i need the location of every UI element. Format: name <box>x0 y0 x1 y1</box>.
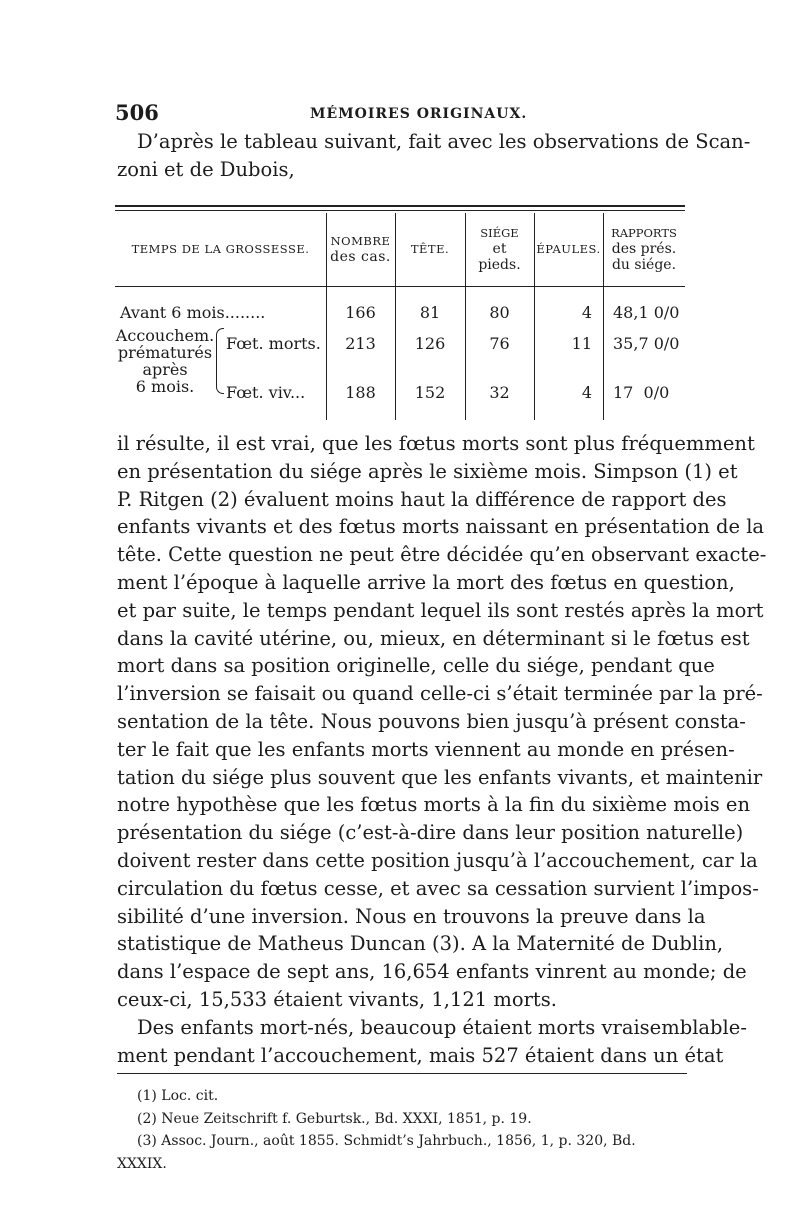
table-top-rule-thin <box>115 210 685 211</box>
text-line: Des enfants mort-nés, beaucoup étaient morts vraisemblable- <box>137 1015 747 1039</box>
text-line: il résulte, il est vrai, que les fœtus morts sont plus fréquemment <box>117 432 755 455</box>
header-nombre: NOMBRE des cas. <box>330 234 391 265</box>
text-line: enfants vivants et des fœtus morts naissant en présentation de la <box>117 515 765 539</box>
cell-nombre: 213 <box>345 334 376 353</box>
cell-siege: 76 <box>489 334 510 353</box>
text-line: circulation du fœtus cesse, et avec sa cessation survient l’impos- <box>117 876 759 900</box>
statistics-table <box>115 205 685 420</box>
text-line: sibilité d’une inversion. Nous en trouvons la preuve dans la <box>117 904 706 928</box>
text-line: zoni et de Dubois, <box>117 157 295 181</box>
cell-epaules: 11 <box>571 334 592 353</box>
row-sublabel: Fœt. morts. <box>226 334 321 353</box>
text-line: dans la cavité utérine, ou, mieux, en déterminant si le fœtus est <box>117 626 750 650</box>
footnote: (3) Assoc. Journ., août 1855. Schmidt’s Jahrbuch., 1856, 1, p. 320, Bd. <box>137 1133 636 1149</box>
running-head: MÉMOIRES ORIGINAUX. <box>310 106 528 122</box>
header-rapports: RAPPORTS des prés. du siége. <box>611 226 677 273</box>
text-line: ment l’époque à laquelle arrive la mort des fœtus en question, <box>117 570 735 594</box>
text-line: D’après le tableau suivant, fait avec les observations de Scan- <box>137 130 751 153</box>
cell-nombre: 166 <box>345 303 376 322</box>
text-line: notre hypothèse que les fœtus morts à la fin du sixième mois en <box>117 793 751 817</box>
text-line: mort dans sa position originelle, celle du siége, pendant que <box>117 654 715 678</box>
cell-epaules: 4 <box>581 303 592 322</box>
page-number: 506 <box>115 100 159 125</box>
cell-tete: 152 <box>414 383 446 402</box>
header-temps: TEMPS DE LA GROSSESSE. <box>131 242 310 256</box>
cell-tete: 81 <box>419 303 441 322</box>
footnotes <box>117 1085 687 1175</box>
text-line: ter le fait que les enfants morts viennent au monde en présen- <box>117 737 735 761</box>
text-line: ceux-ci, 15,533 étaient vivants, 1,121 morts. <box>117 987 557 1011</box>
header-tete: TÊTE. <box>410 242 450 256</box>
cell-rapports: 48,1 0/0 <box>613 303 680 322</box>
table-header-rule <box>115 286 685 287</box>
table-top-rule <box>115 205 685 207</box>
text-line: dans l’espace de sept ans, 16,654 enfants vinrent au monde; de <box>117 960 747 984</box>
cell-nombre: 188 <box>345 383 376 402</box>
body-paragraph <box>117 430 767 1069</box>
footnote: (2) Neue Zeitschrift f. Geburtsk., Bd. XXXI, 1851, p. 19. <box>137 1110 532 1127</box>
text-line: sentation de la tête. Nous pouvons bien jusqu’à présent consta- <box>117 709 746 733</box>
text-line: P. Ritgen (2) évaluent moins haut la différence de rapport des <box>117 487 727 511</box>
grouping-brace <box>216 328 224 394</box>
row-label: Avant 6 mois........ <box>120 303 266 322</box>
text-line: ment pendant l’accouchement, mais 527 étaient dans un état <box>117 1043 724 1067</box>
text-line: présentation du siége (c’est-à-dire dans leur position naturelle) <box>117 821 744 845</box>
cell-tete: 126 <box>414 334 446 353</box>
cell-rapports: 17 0/0 <box>613 383 670 402</box>
cell-siege: 32 <box>489 383 510 402</box>
text-line: statistique de Matheus Duncan (3). A la Maternité de Dublin, <box>117 932 724 956</box>
cell-epaules: 4 <box>581 383 592 402</box>
text-line: et par suite, le temps pendant lequel ils sont restés après la mort <box>117 598 764 622</box>
cell-siege: 80 <box>489 303 510 322</box>
row-sublabel: Fœt. viv... <box>226 383 306 402</box>
text-line: tête. Cette question ne peut être décidée qu’en observant exacte- <box>117 543 767 567</box>
footnote: (1) Loc. cit. <box>137 1088 219 1104</box>
text-line: doivent rester dans cette position jusqu’à l’accouchement, car la <box>117 848 758 872</box>
lead-paragraph <box>117 128 751 184</box>
header-epaules: ÉPAULES. <box>536 242 601 256</box>
group-label: Accouchem. prématurés après 6 mois. <box>115 326 215 396</box>
header-siege: SIÉGE et pieds. <box>478 226 521 273</box>
text-line: l’inversion se faisait ou quand celle-ci s’était terminée par la pré- <box>117 682 763 706</box>
cell-rapports: 35,7 0/0 <box>613 334 680 353</box>
footnote: XXXIX. <box>117 1155 167 1172</box>
page-header <box>115 100 685 124</box>
text-line: tation du siége plus souvent que les enfants vivants, et maintenir <box>117 765 763 789</box>
footnote-separator <box>117 1073 687 1074</box>
text-line: en présentation du siége après le sixième mois. Simpson (1) et <box>117 459 738 483</box>
